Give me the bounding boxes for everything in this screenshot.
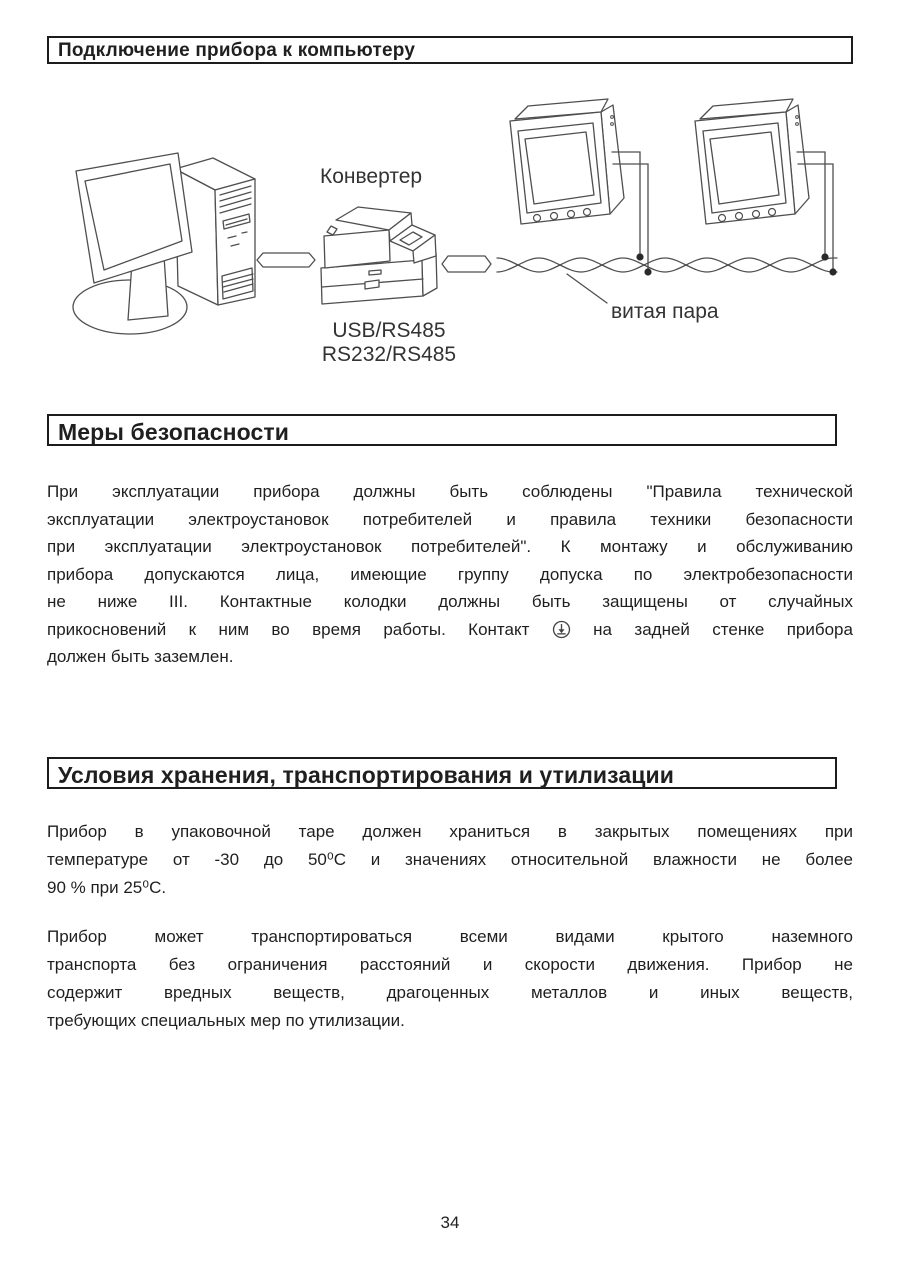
safety-paragraph [47, 478, 853, 671]
text-line: содержит вредных веществ, драгоценных металлов и иных веществ, [47, 983, 853, 1002]
text-line: Прибор в упаковочной таре должен храниться в закрытых помещениях при [47, 822, 853, 841]
text-after-ground-icon: на задней стенке прибора [593, 619, 853, 639]
text-line: эксплуатации электроустановок потребителей и правила техники безопасности [47, 509, 853, 529]
twisted-pair-leader-line [567, 274, 607, 303]
computer-monitor-drawing [73, 153, 192, 334]
text-line: должен быть заземлен. [47, 647, 234, 666]
cable-segment-right [442, 256, 491, 272]
page-number: 34 [440, 1213, 460, 1232]
text-line: не ниже III. Контактные колодки должны быть защищены от случайных [47, 592, 853, 611]
section-header-connection [47, 36, 853, 64]
device-meter-2 [695, 99, 837, 276]
section-title-safety: Меры безопасности [58, 419, 289, 445]
converter-type-2: RS232/RS485 [321, 343, 457, 366]
text-line: при эксплуатации электроустановок потребителей". К монтажу и обслуживанию [47, 537, 853, 556]
text-line: При эксплуатации прибора должны быть соблюдены "Правила технической [47, 482, 853, 501]
text-line: температуре от -30 до 50⁰С и значениях относительной влажности не более [47, 850, 853, 869]
text-line: прибора допускаются лица, имеющие группу допуска по электробезопасности [47, 564, 853, 584]
converter-label: Конвертер [320, 165, 423, 188]
text-line: транспорта без ограничения расстояний и скорости движения. Прибор не [47, 955, 853, 974]
section-title-storage: Условия хранения, транспортирования и утилизации [58, 762, 674, 788]
storage-paragraph-2 [47, 923, 853, 1035]
text-line: требующих специальных мер по утилизации. [47, 1011, 405, 1030]
converter-type-1: USB/RS485 [332, 319, 446, 342]
text-line: 90 % при 25⁰С. [47, 878, 167, 897]
storage-paragraph-1 [47, 818, 853, 902]
converter-drawing [321, 207, 437, 304]
twisted-pair-drawing [497, 258, 837, 272]
twisted-pair-label: витая пара [611, 300, 719, 323]
text-line-with-ground-icon [47, 616, 853, 644]
section-header-storage [47, 757, 837, 789]
section-header-safety [47, 414, 837, 446]
cable-segment-left [257, 253, 315, 267]
earth-ground-icon [552, 620, 571, 639]
text-before-ground-icon: прикосновений к ним во время работы. Контакт [47, 619, 530, 639]
text-line: Прибор может транспортироваться всеми видами крытого наземного [47, 927, 853, 946]
section-title-connection: Подключение прибора к компьютеру [58, 40, 416, 61]
connection-diagram [45, 90, 855, 390]
device-meter-1 [510, 99, 652, 276]
